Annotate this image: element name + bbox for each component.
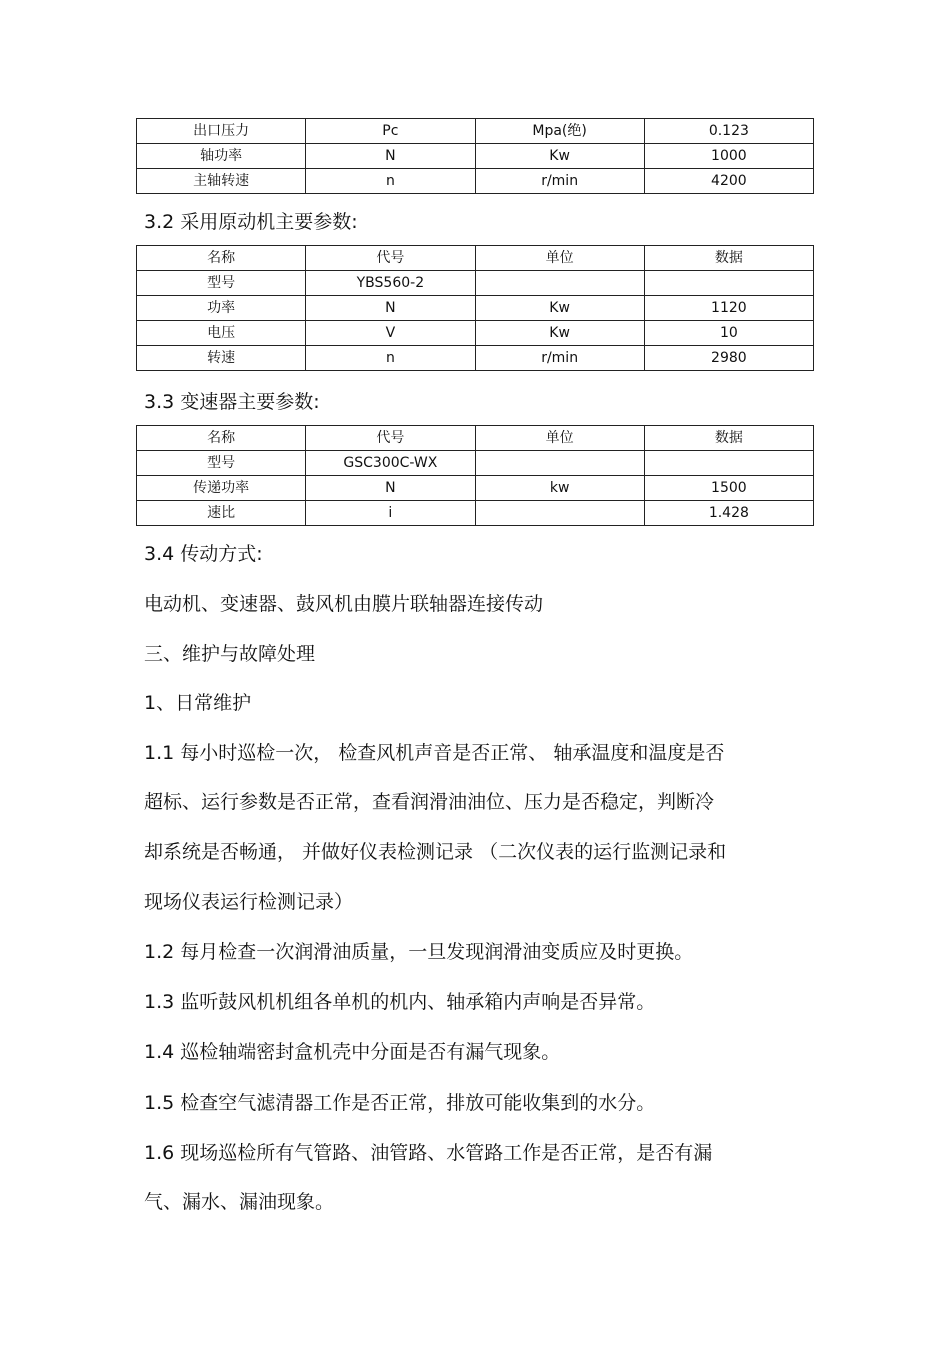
table-header-cell: 数据 bbox=[644, 426, 813, 451]
paragraph-line: 现场仪表运行检测记录） bbox=[144, 891, 354, 913]
table-header-cell: 名称 bbox=[137, 426, 306, 451]
table-cell: 4200 bbox=[644, 169, 813, 194]
table-cell: 1120 bbox=[644, 296, 813, 321]
paragraph-line: 1.5 检查空气滤清器工作是否正常，排放可能收集到的水分。 bbox=[144, 1092, 656, 1114]
daily-maintenance-heading: 1、日常维护 bbox=[144, 692, 252, 714]
paragraph-line: 却系统是否畅通， 并做好仪表检测记录 （二次仪表的运行监测记录和 bbox=[144, 841, 727, 863]
table-cell bbox=[644, 451, 813, 476]
table-cell bbox=[475, 271, 644, 296]
table-cell: 出口压力 bbox=[137, 119, 306, 144]
table-row bbox=[137, 476, 814, 501]
table-cell: n bbox=[306, 169, 475, 194]
table-cell: 功率 bbox=[137, 296, 306, 321]
table-cell bbox=[475, 451, 644, 476]
table-cell: Pc bbox=[306, 119, 475, 144]
table-row bbox=[137, 321, 814, 346]
table-cell: N bbox=[306, 144, 475, 169]
table-cell: 1500 bbox=[644, 476, 813, 501]
table-row bbox=[137, 169, 814, 194]
table-cell: 1000 bbox=[644, 144, 813, 169]
table-row bbox=[137, 296, 814, 321]
table-cell: 传递功率 bbox=[137, 476, 306, 501]
table-cell: i bbox=[306, 501, 475, 526]
paragraph-line: 1.6 现场巡检所有气管路、油管路、水管路工作是否正常，是否有漏 bbox=[144, 1142, 713, 1164]
paragraph-line: 1.1 每小时巡检一次， 检查风机声音是否正常、 轴承温度和温度是否 bbox=[144, 742, 725, 764]
table-cell: YBS560-2 bbox=[306, 271, 475, 296]
table-row bbox=[137, 501, 814, 526]
table-cell: r/min bbox=[475, 346, 644, 371]
table-cell: V bbox=[306, 321, 475, 346]
transmission-description: 电动机、变速器、鼓风机由膜片联轴器连接传动 bbox=[144, 593, 544, 615]
table-cell: 型号 bbox=[137, 271, 306, 296]
table-cell: 轴功率 bbox=[137, 144, 306, 169]
table-cell: 10 bbox=[644, 321, 813, 346]
table-cell: Kw bbox=[475, 296, 644, 321]
table-cell: Kw bbox=[475, 144, 644, 169]
table-cell: N bbox=[306, 296, 475, 321]
fan-params-table bbox=[136, 118, 814, 194]
section-heading-3: 三、维护与故障处理 bbox=[144, 643, 316, 665]
table-header-cell: 数据 bbox=[644, 246, 813, 271]
table-row bbox=[137, 144, 814, 169]
motor-params-table bbox=[136, 245, 814, 371]
table-cell: n bbox=[306, 346, 475, 371]
table-cell: 1.428 bbox=[644, 501, 813, 526]
section-heading-3-3: 3.3 变速器主要参数: bbox=[144, 391, 320, 413]
paragraph-line: 超标、运行参数是否正常，查看润滑油油位、压力是否稳定，判断冷 bbox=[144, 791, 715, 813]
section-heading-3-4: 3.4 传动方式: bbox=[144, 543, 263, 565]
table-header-cell: 单位 bbox=[475, 246, 644, 271]
table-row bbox=[137, 271, 814, 296]
section-heading-3-2: 3.2 采用原动机主要参数: bbox=[144, 211, 358, 233]
table-cell: 型号 bbox=[137, 451, 306, 476]
table-header-row bbox=[137, 246, 814, 271]
table-cell: 0.123 bbox=[644, 119, 813, 144]
paragraph-line: 1.3 监听鼓风机机组各单机的机内、轴承箱内声响是否异常。 bbox=[144, 991, 656, 1013]
table-cell: N bbox=[306, 476, 475, 501]
table-header-cell: 单位 bbox=[475, 426, 644, 451]
table-cell: 电压 bbox=[137, 321, 306, 346]
paragraph-line: 1.2 每月检查一次润滑油质量，一旦发现润滑油变质应及时更换。 bbox=[144, 941, 694, 963]
table-cell: Kw bbox=[475, 321, 644, 346]
table-row bbox=[137, 346, 814, 371]
table-header-cell: 代号 bbox=[306, 246, 475, 271]
table-cell: GSC300C-WX bbox=[306, 451, 475, 476]
table-header-row bbox=[137, 426, 814, 451]
table-cell: 主轴转速 bbox=[137, 169, 306, 194]
table-row bbox=[137, 119, 814, 144]
table-cell bbox=[644, 271, 813, 296]
table-header-cell: 代号 bbox=[306, 426, 475, 451]
table-cell: kw bbox=[475, 476, 644, 501]
paragraph-line: 气、漏水、漏油现象。 bbox=[144, 1191, 335, 1213]
table-cell: Mpa(绝) bbox=[475, 119, 644, 144]
table-header-cell: 名称 bbox=[137, 246, 306, 271]
table-row bbox=[137, 451, 814, 476]
table-cell: r/min bbox=[475, 169, 644, 194]
table-cell: 速比 bbox=[137, 501, 306, 526]
table-cell: 转速 bbox=[137, 346, 306, 371]
table-cell: 2980 bbox=[644, 346, 813, 371]
paragraph-line: 1.4 巡检轴端密封盒机壳中分面是否有漏气现象。 bbox=[144, 1041, 561, 1063]
gearbox-params-table bbox=[136, 425, 814, 526]
table-cell bbox=[475, 501, 644, 526]
